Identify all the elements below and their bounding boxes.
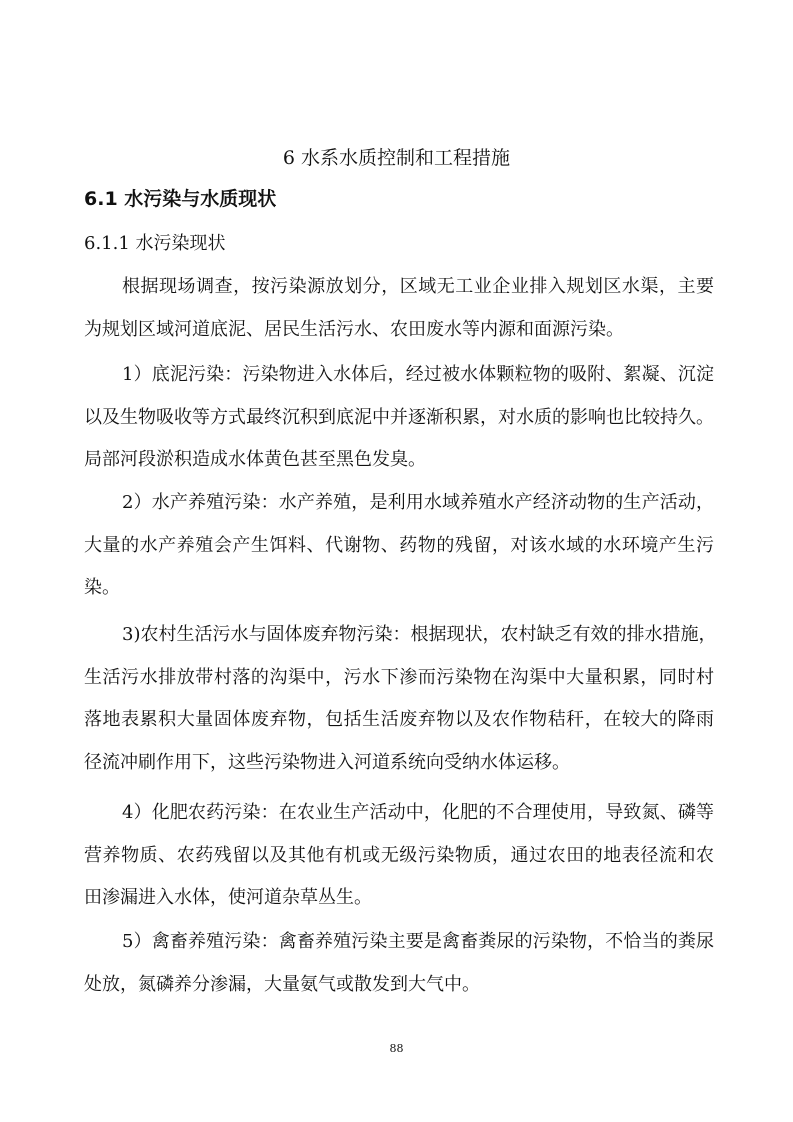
paragraph-line: 田渗漏进入水体，使河道杂草丛生。 (84, 887, 372, 908)
paragraph-line: 为规划区域河道底泥、居民生活污水、农田废水等内源和面源污染。 (84, 318, 624, 340)
paragraph-line: 大量的水产养殖会产生饵料、代谢物、药物的残留，对该水域的水环境产生污 (84, 534, 714, 556)
chapter-title: 6 水系水质控制和工程措施 (282, 147, 511, 169)
paragraph-line: 处放，氮磷养分渗漏，大量氨气或散发到大气中。 (84, 973, 480, 995)
paragraph-line: 营养物质、农药残留以及其他有机或无级污染物质，通过农田的地表径流和农 (84, 844, 714, 866)
paragraph-line: 1）底泥污染：污染物进入水体后，经过被水体颗粒物的吸附、絮凝、沉淀 (122, 364, 714, 385)
paragraph (84, 799, 714, 927)
paragraph-line: 4）化肥农药污染：在农业生产活动中，化肥的不合理使用，导致氮、磷等 (122, 802, 714, 823)
paragraph (84, 928, 714, 1013)
paragraph-line: 3)农村生活污水与固体废弃物污染：根据现状，农村缺乏有效的排水措施， (122, 624, 717, 645)
paragraph-line: 生活污水排放带村落的沟渠中，污水下渗而污染物在沟渠中大量积累，同时村 (84, 666, 714, 688)
paragraph-line: 局部河段淤积造成水体黄色甚至黑色发臭。 (84, 449, 426, 470)
paragraph-line: 径流冲刷作用下，这些污染物进入河道系统向受纳水体运移。 (84, 751, 570, 773)
paragraph-line: 2）水产养殖污染：水产养殖，是利用水域养殖水产经济动物的生产活动， (122, 492, 714, 513)
paragraph (84, 273, 714, 358)
paragraph-line: 落地表累积大量固体废弃物，包括生活废弃物以及农作物秸秆，在较大的降雨 (84, 709, 714, 730)
subsection-heading: 6.1.1 水污染现状 (84, 233, 226, 254)
paragraph (84, 621, 717, 791)
paragraph (84, 361, 714, 489)
paragraph-line: 以及生物吸收等方式最终沉积到底泥中并逐渐积累，对水质的影响也比较持久。 (84, 406, 714, 428)
paragraph-line: 染。 (84, 577, 120, 598)
paragraph-line: 根据现场调查，按污染源放划分，区域无工业企业排入规划区水渠，主要 (122, 276, 714, 297)
paragraph (84, 489, 714, 617)
page-number: 88 (389, 1042, 404, 1055)
section-heading: 6.1 水污染与水质现状 (84, 188, 277, 210)
paragraph-line: 5）禽畜养殖污染：禽畜养殖污染主要是禽畜粪尿的污染物，不恰当的粪尿 (122, 931, 714, 952)
